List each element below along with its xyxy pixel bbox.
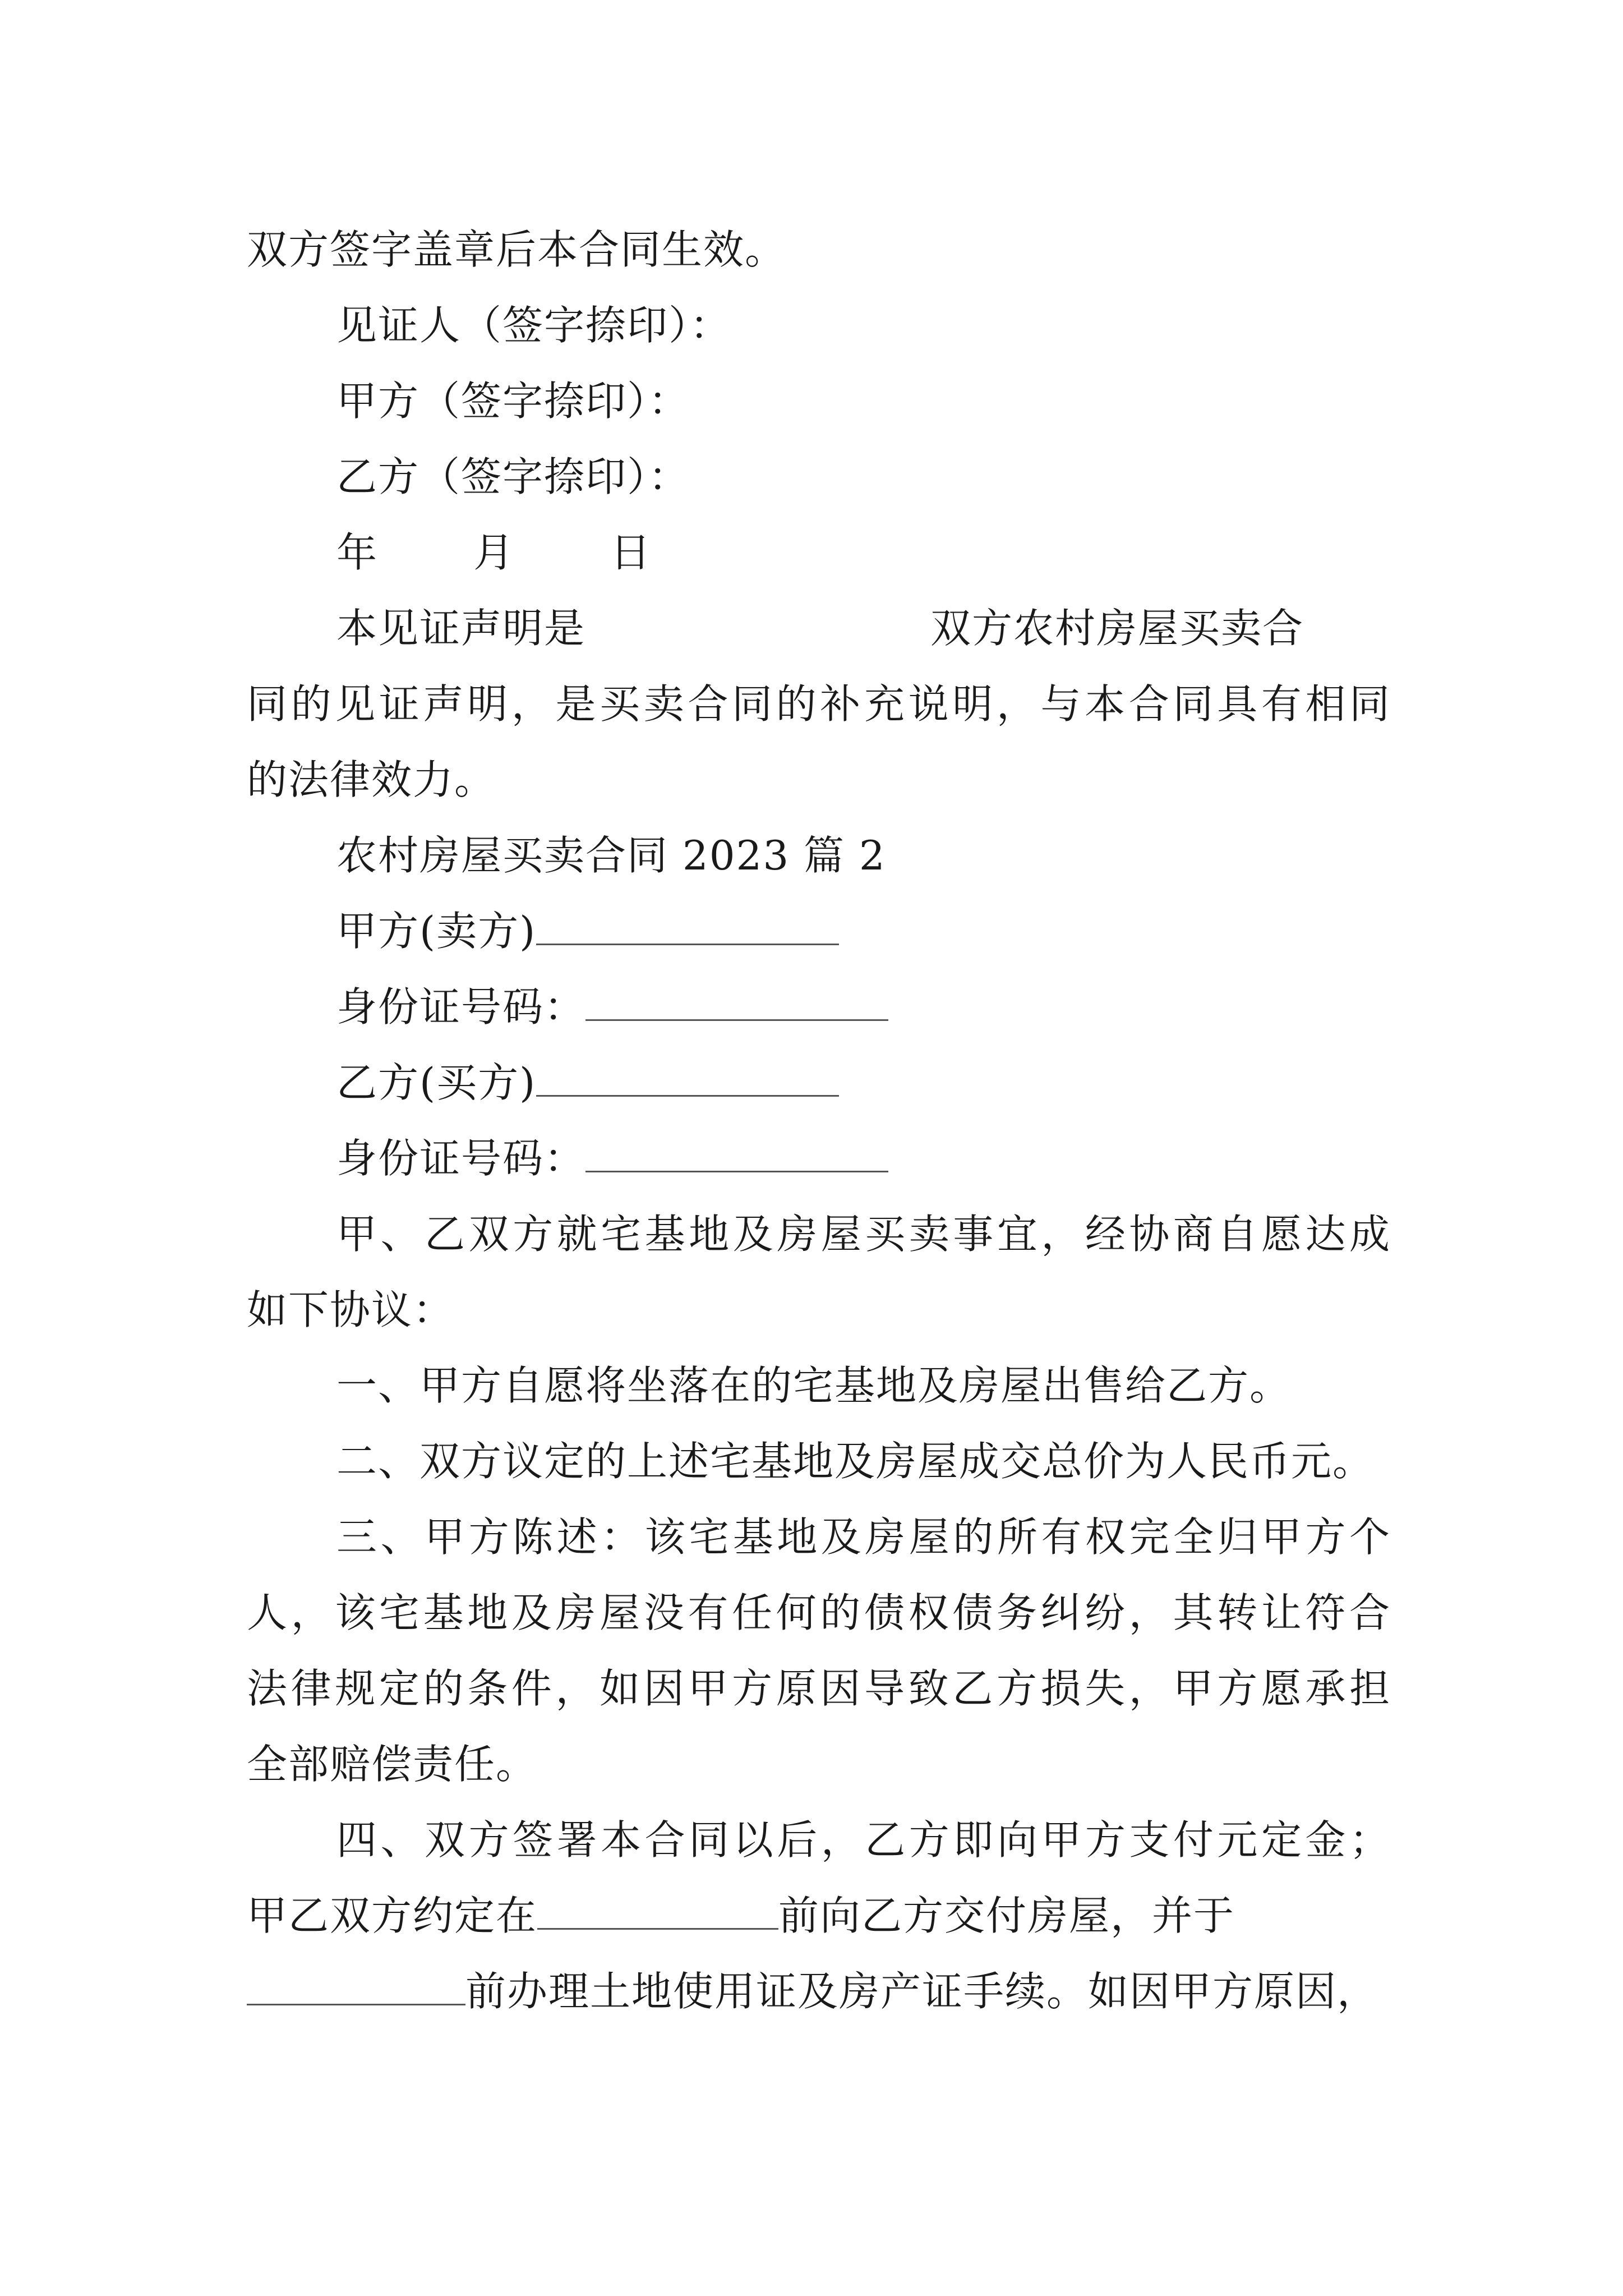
date-day: 日 xyxy=(610,529,652,576)
buyer-blank xyxy=(536,1056,839,1097)
text-line: 同的见证声明，是买卖合同的补充说明，与本合同具有相同 xyxy=(247,680,1391,728)
text-line: 的法律效力。 xyxy=(247,756,496,803)
witness-statement-end: 双方农村房屋买卖合 xyxy=(930,605,1304,652)
buyer-id-blank xyxy=(585,1131,888,1172)
buyer-label: 乙方(买方) xyxy=(336,1059,537,1106)
buyer-field xyxy=(336,1055,1391,1111)
seller-blank xyxy=(536,904,839,945)
delivery-date-blank xyxy=(537,1889,778,1930)
certificate-text: 前办理土地使用证及房产证手续。如因甲方原因， xyxy=(465,1968,1379,2015)
date-line xyxy=(336,524,1391,581)
delivery-text-start: 甲乙双方约定在 xyxy=(247,1892,538,1939)
seller-id-blank xyxy=(585,980,888,1021)
seller-id-label: 身份证号码： xyxy=(336,983,586,1030)
text-line: 法律规定的条件，如因甲方原因导致乙方损失，甲方愿承担 xyxy=(247,1665,1391,1712)
party-a-signature-line: 甲方（签字捺印）： xyxy=(336,378,690,425)
text-line: 全部赔偿责任。 xyxy=(247,1741,538,1788)
clause-2: 二、双方议定的上述宅基地及房屋成交总价为人民币元。 xyxy=(336,1438,1375,1485)
witness-statement-start: 本见证声明是 xyxy=(336,605,586,652)
delivery-date-line xyxy=(247,1888,1391,1944)
seller-field xyxy=(336,903,1391,959)
seller-label: 甲方(卖方) xyxy=(336,908,537,955)
certificate-date-line xyxy=(247,1963,1391,2019)
date-month: 月 xyxy=(473,529,515,576)
party-b-signature-line: 乙方（签字捺印）： xyxy=(336,453,690,500)
witness-signature-line: 见证人（签字捺印）： xyxy=(336,302,732,349)
clause-4: 四、双方签署本合同以后，乙方即向甲方支付元定金； xyxy=(336,1816,1391,1864)
text-line: 人，该宅基地及房屋没有任何的债权债务纠纷，其转让符合 xyxy=(247,1589,1391,1636)
seller-id-field xyxy=(336,979,1391,1035)
delivery-text-end: 前向乙方交付房屋，并于 xyxy=(778,1892,1235,1939)
text-line: 如下协议： xyxy=(247,1286,455,1333)
clause-3: 三、甲方陈述：该宅基地及房屋的所有权完全归甲方个 xyxy=(336,1513,1391,1561)
text-line: 甲、乙双方就宅基地及房屋买卖事宜，经协商自愿达成 xyxy=(336,1211,1391,1258)
date-year: 年 xyxy=(336,529,379,576)
buyer-id-field xyxy=(336,1130,1391,1186)
buyer-id-label: 身份证号码： xyxy=(336,1135,586,1182)
witness-statement-line xyxy=(336,600,1391,656)
section-heading: 农村房屋买卖合同 2023 篇 2 xyxy=(336,832,886,879)
certificate-date-blank xyxy=(247,1964,465,2005)
clause-1: 一、甲方自愿将坐落在的宅基地及房屋出售给乙方。 xyxy=(336,1362,1292,1409)
text-line: 双方签字盖章后本合同生效。 xyxy=(247,226,787,273)
